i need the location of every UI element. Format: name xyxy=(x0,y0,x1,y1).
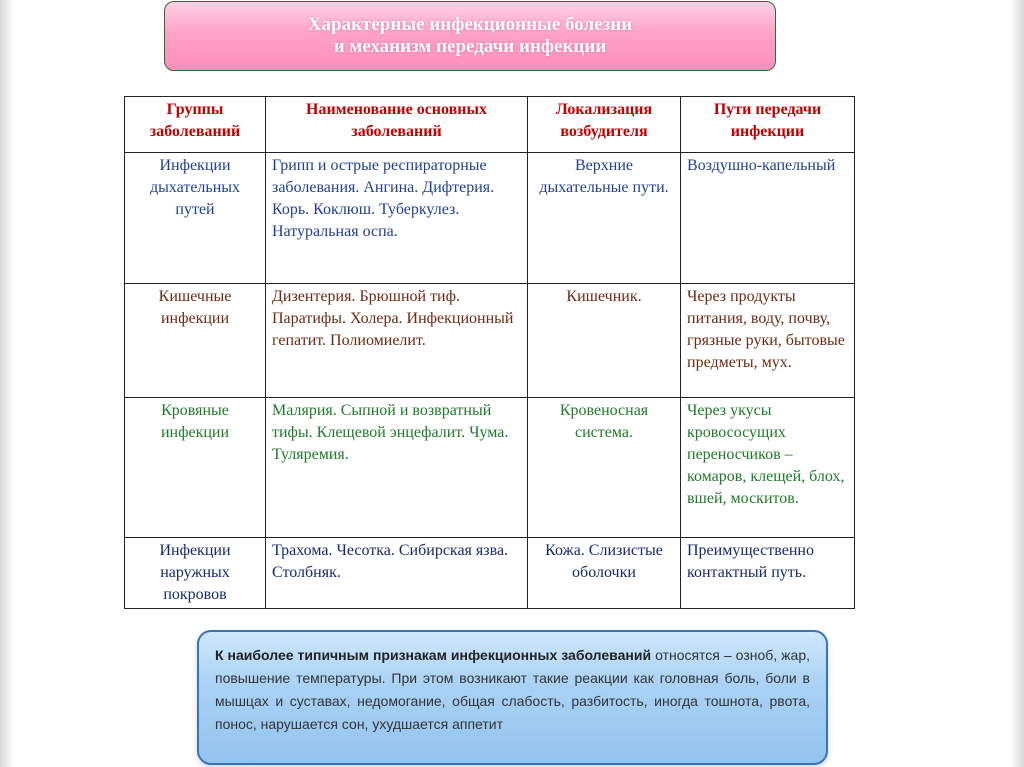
title-banner xyxy=(164,1,776,71)
symptoms-heading: К наиболее типичным признакам инфекционных заболеваний xyxy=(215,647,652,663)
symptoms-info-box xyxy=(197,630,828,765)
right-edge-shadow xyxy=(1010,0,1024,767)
cell-transmission: Через продукты питания, воду, почву, грязные руки, бытовые предметы, мух. xyxy=(681,284,855,398)
cell-localization: Кожа. Слизистые оболочки xyxy=(528,538,681,609)
header-groups: Группы заболеваний xyxy=(125,97,266,153)
cell-group: Инфекции наружных покровов xyxy=(125,538,266,609)
cell-names: Малярия. Сыпной и возвратный тифы. Клещевой энцефалит. Чума. Туляремия. xyxy=(266,398,528,538)
cell-group: Кишечные инфекции xyxy=(125,284,266,398)
table-row xyxy=(125,153,855,284)
title-line-2: и механизм передачи инфекции xyxy=(333,36,607,57)
cell-names: Дизентерия. Брюшной тиф. Паратифы. Холера. Инфекционный гепатит. Полиомиелит. xyxy=(266,284,528,398)
cell-group: Кровяные инфекции xyxy=(125,398,266,538)
symptoms-text: относятся – озноб, жар, повышение температуры. При этом возникают такие реакции как головная боль, боли в мышцах и суставах, недомогание, общая слабость, разбитость, иногда тошнота, рвота, понос, нарушается сон, ухудшается аппетит xyxy=(215,647,810,732)
left-edge-shadow xyxy=(0,0,14,767)
title-line-1: Характерные инфекционные болезни xyxy=(307,14,633,35)
cell-localization: Верхние дыхательные пути. xyxy=(528,153,681,284)
header-transmission: Пути передачи инфекции xyxy=(681,97,855,153)
table-row xyxy=(125,538,855,609)
cell-localization: Кровеносная система. xyxy=(528,398,681,538)
cell-names: Трахома. Чесотка. Сибирская язва. Столбняк. xyxy=(266,538,528,609)
cell-group: Инфекции дыхательных путей xyxy=(125,153,266,284)
header-names: Наименование основных заболеваний xyxy=(266,97,528,153)
table-row xyxy=(125,284,855,398)
cell-transmission: Воздушно-капельный xyxy=(681,153,855,284)
header-localization: Локализация возбудителя xyxy=(528,97,681,153)
diseases-table xyxy=(124,96,855,609)
table-row xyxy=(125,398,855,538)
table-header-row xyxy=(125,97,855,153)
cell-transmission: Через укусы кровососущих переносчиков – комаров, клещей, блох, вшей, москитов. xyxy=(681,398,855,538)
cell-transmission: Преимущественно контактный путь. xyxy=(681,538,855,609)
cell-localization: Кишечник. xyxy=(528,284,681,398)
cell-names: Грипп и острые респираторные заболевания. Ангина. Дифтерия. Корь. Коклюш. Туберкулез. Натуральная оспа. xyxy=(266,153,528,284)
